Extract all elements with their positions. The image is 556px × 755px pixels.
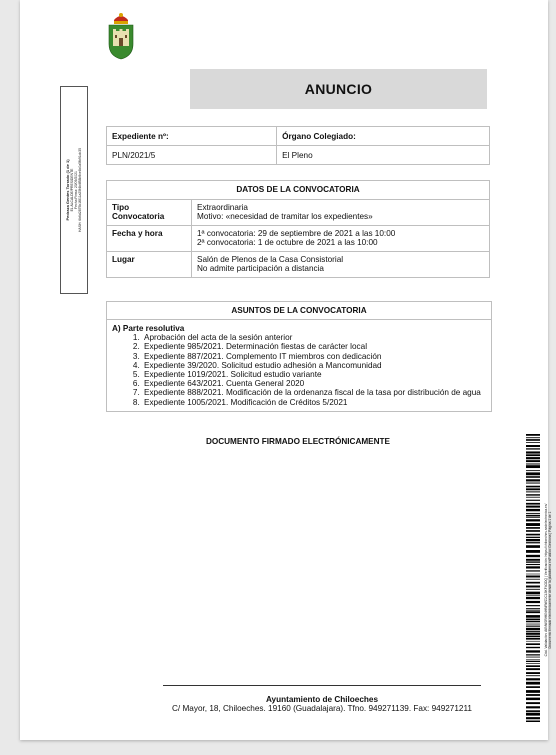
row-label: Fecha y hora	[107, 225, 192, 251]
barcode-bar	[526, 682, 540, 685]
barcode-bar	[526, 451, 540, 453]
expediente-table	[106, 126, 490, 165]
document-title: ANUNCIO	[190, 69, 487, 109]
barcode-bar	[526, 657, 540, 658]
asuntos-caption: ASUNTOS DE LA CONVOCATORIA	[107, 302, 491, 320]
table-row	[107, 225, 490, 251]
list-item: 1. Aprobación del acta de la sesión anterior	[142, 333, 486, 342]
barcode-bar	[526, 463, 540, 464]
organo-label: Órgano Colegiado:	[277, 127, 490, 146]
barcode-bar	[526, 542, 540, 543]
barcode-bar	[526, 678, 540, 680]
barcode-bar	[526, 442, 540, 443]
asuntos-table	[106, 301, 492, 412]
signature-stamp-box	[60, 86, 88, 294]
asuntos-body	[107, 320, 491, 411]
municipal-coat-of-arms-icon	[106, 12, 136, 60]
barcode-bar	[526, 595, 540, 596]
barcode-bar	[526, 515, 540, 517]
validation-line: Documento firmado electrónicamente desde la plataforma esPublico Gestiona | Página 1 de 1	[548, 511, 552, 649]
barcode-bar	[526, 465, 540, 468]
barcode-bar	[526, 545, 540, 548]
asuntos-list	[112, 333, 486, 407]
barcode-bar	[526, 601, 540, 603]
validation-line: Cód. Validación: A6NWJRHKNHNRWZJCL5KF4GDQ | Verificación: https://chiloeches.sedelectronica.es/	[544, 503, 548, 657]
barcode-bar	[526, 561, 540, 562]
barcode-bar	[526, 621, 540, 622]
barcode-bar	[526, 500, 540, 501]
signature-stamp-line: EL ALCALDE/PRESIDENTE	[70, 168, 74, 212]
datos-convocatoria-table	[106, 180, 490, 278]
barcode-bar	[526, 579, 540, 580]
barcode-bar	[526, 650, 540, 652]
table-row	[107, 251, 490, 277]
table-row	[107, 199, 490, 225]
barcode-bar	[526, 519, 540, 521]
barcode-bar	[526, 488, 540, 490]
section-heading: A) Parte resolutiva	[112, 324, 185, 333]
barcode-bar	[526, 643, 540, 645]
barcode-bar	[526, 592, 540, 595]
barcode-bar	[526, 690, 540, 693]
expediente-value: PLN/2021/5	[107, 146, 277, 165]
barcode-bar	[526, 717, 540, 719]
barcode-bar	[526, 713, 540, 716]
list-item: 2. Expediente 985/2021. Determinación fiestas de carácter local	[142, 342, 486, 351]
organo-value: El Pleno	[277, 146, 490, 165]
validation-note-text	[544, 504, 552, 657]
barcode-bar	[526, 445, 540, 447]
footer	[130, 695, 514, 713]
list-item: 7. Expediente 888/2021. Modificación de la ordenanza fiscal de la tasa por distribución de agua	[142, 388, 486, 397]
barcode-bar	[526, 575, 540, 577]
barcode-bar	[526, 434, 540, 436]
barcode-bar	[526, 513, 540, 514]
row-value	[192, 199, 490, 225]
barcode-bar	[526, 506, 540, 508]
list-item: 5. Expediente 1019/2021. Solicitud estudio variante	[142, 370, 486, 379]
barcode-bar	[526, 654, 540, 655]
barcode-bar	[526, 636, 540, 638]
row-label: Lugar	[112, 254, 135, 264]
barcode-bar	[526, 661, 540, 662]
barcode-bar	[526, 597, 540, 599]
list-item: 3. Expediente 887/2021. Complemento IT miembros con dedicación	[142, 352, 486, 361]
document-page	[20, 0, 552, 740]
barcode-bar	[526, 641, 540, 642]
barcode-bar	[526, 647, 540, 648]
row-value	[192, 225, 490, 251]
barcode-bar	[526, 503, 540, 505]
barcode-bar	[526, 448, 540, 449]
barcode-bar	[526, 437, 540, 438]
barcode-bar	[526, 574, 540, 575]
barcode-icon	[526, 434, 540, 722]
barcode-bar	[526, 550, 540, 553]
barcode-bar	[526, 638, 540, 640]
barcode-bar	[526, 523, 540, 526]
barcode-bar	[526, 530, 540, 532]
barcode-bar	[526, 619, 540, 621]
list-item: 8. Expediente 1005/2021. Modificación de Créditos 5/2021	[142, 398, 486, 407]
barcode-bar	[526, 615, 540, 618]
barcode-bar	[526, 566, 540, 568]
barcode-bar	[526, 564, 540, 565]
signature-stamp-line: HASH: 6b6d2875b1f811a25f4b4f58b9ce8c0a5fb91dc35	[78, 147, 82, 233]
row-value	[192, 251, 490, 277]
barcode-bar	[526, 702, 540, 704]
barcode-bar	[526, 472, 540, 475]
barcode-bar	[526, 494, 540, 495]
value-line: No admite participación a distancia	[197, 264, 324, 273]
barcode-bar	[526, 454, 540, 456]
signature-stamp-name: Pedraza Gentes Torrado (1 de 1)	[65, 159, 70, 221]
barcode-bar	[526, 589, 540, 590]
signature-stamp-line: Fecha Firma: 23/09/2021	[74, 171, 78, 209]
barcode-bar	[526, 491, 540, 492]
value-line: Salón de Plenos de la Casa Consistorial	[197, 254, 344, 264]
value-line: 2ª convocatoria: 1 de octubre de 2021 a las 10:00	[197, 238, 378, 247]
barcode-bar	[526, 460, 540, 462]
footer-address: C/ Mayor, 18, Chiloeches. 19160 (Guadalajara). Tfno. 949271139. Fax: 949271211	[172, 704, 472, 713]
barcode-bar	[526, 534, 540, 536]
validation-note	[544, 503, 552, 657]
barcode-bar	[526, 663, 540, 664]
barcode-bar	[526, 527, 540, 529]
expediente-label: Expediente nº:	[107, 127, 277, 146]
barcode-bar	[526, 483, 540, 484]
barcode-bar	[526, 624, 540, 625]
barcode-bar	[526, 582, 540, 584]
barcode-bar	[526, 517, 540, 518]
footer-name: Ayuntamiento de Chiloeches	[265, 695, 379, 704]
signed-notice: DOCUMENTO FIRMADO ELECTRÓNICAMENTE	[205, 437, 391, 446]
barcode-bar	[526, 559, 540, 561]
barcode-bar	[526, 633, 540, 635]
value-line: Motivo: «necesidad de tramitar los expedientes»	[197, 212, 373, 221]
list-item: 6. Expediente 643/2021. Cuenta General 2020	[142, 379, 486, 388]
barcode-bar	[526, 706, 540, 708]
barcode-bar	[526, 470, 540, 471]
barcode-bar	[526, 476, 540, 478]
barcode-bar	[526, 479, 540, 481]
barcode-bar	[526, 497, 540, 498]
barcode-bar	[526, 665, 540, 667]
barcode-bar	[526, 457, 540, 459]
barcode-bar	[526, 710, 540, 712]
list-item: 4. Expediente 39/2020. Solicitud estudio adhesión a Mancomunidad	[142, 361, 486, 370]
barcode-bar	[526, 694, 540, 696]
barcode-bar	[526, 509, 540, 511]
barcode-bar	[526, 555, 540, 557]
datos-caption: DATOS DE LA CONVOCATORIA	[107, 181, 490, 200]
barcode-bar	[526, 668, 540, 670]
tipo-label-line: Tipo	[112, 202, 130, 212]
barcode-bar	[526, 672, 540, 674]
barcode-bar	[526, 631, 540, 632]
barcode-bar	[526, 610, 540, 611]
barcode-bar	[526, 439, 540, 441]
barcode-bar	[526, 539, 540, 541]
barcode-bar	[526, 659, 540, 660]
barcode-bar	[526, 686, 540, 688]
footer-divider	[163, 685, 481, 686]
barcode-bar	[526, 626, 540, 627]
row-label	[107, 199, 192, 225]
value-line: 1ª convocatoria: 29 de septiembre de 2021 a las 10:00	[197, 228, 396, 238]
barcode-bar	[526, 675, 540, 676]
barcode-bar	[526, 486, 540, 488]
barcode-bar	[526, 570, 540, 571]
barcode-bar	[526, 585, 540, 587]
tipo-label-line: Convocatoria	[112, 212, 165, 221]
barcode-bar	[526, 721, 540, 722]
barcode-bar	[526, 605, 540, 606]
value-line: Extraordinaria	[197, 202, 248, 212]
barcode-bar	[526, 611, 540, 613]
barcode-bar	[526, 628, 540, 630]
barcode-bar	[526, 608, 540, 609]
barcode-bar	[526, 698, 540, 700]
barcode-bar	[526, 537, 540, 538]
signature-stamp-text	[66, 148, 82, 232]
